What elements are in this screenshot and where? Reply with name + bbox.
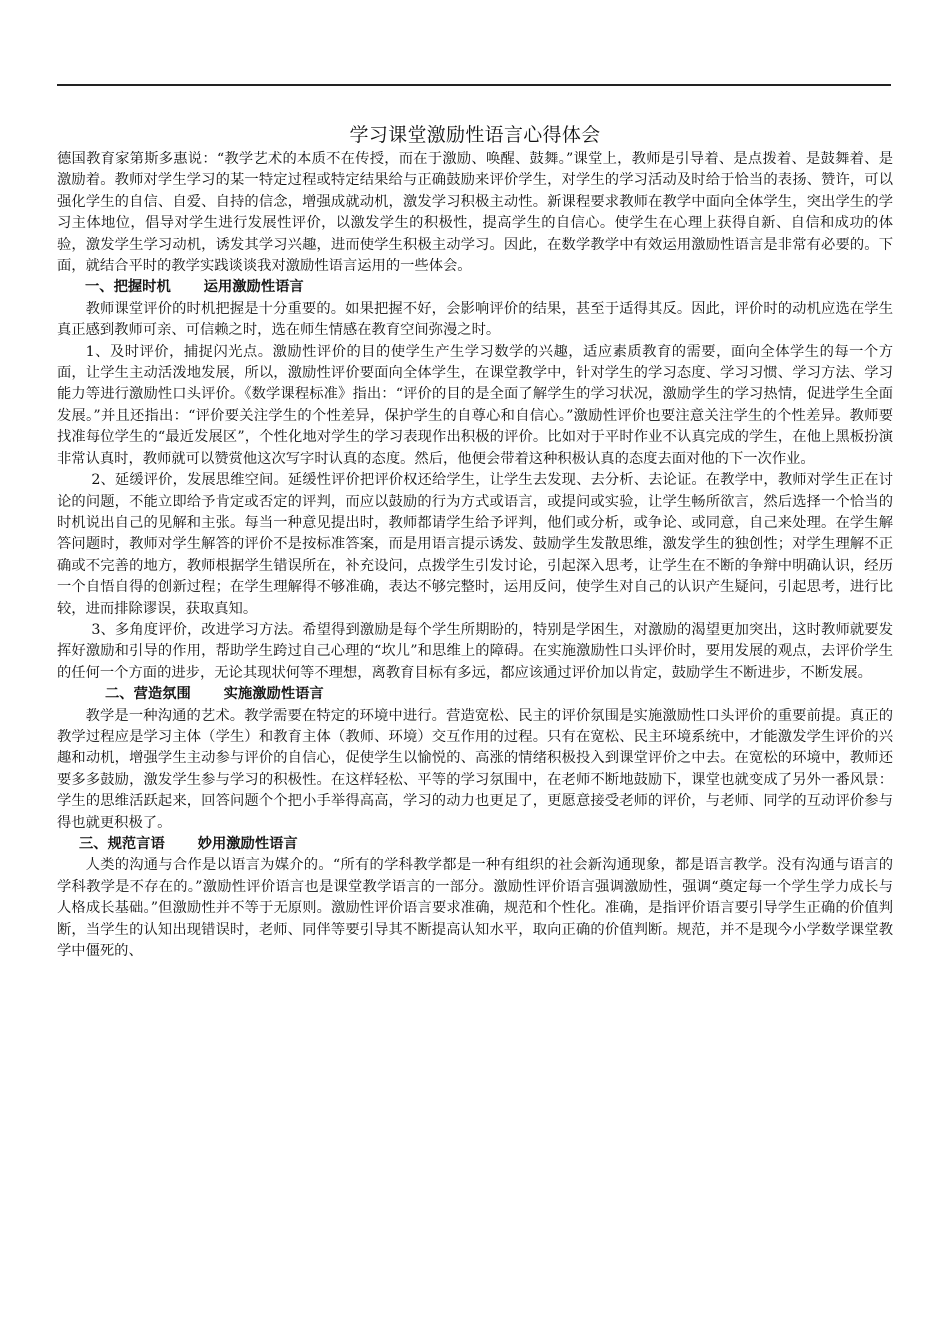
document-title: 学习课堂激励性语言心得体会	[349, 124, 601, 146]
section-heading-1	[57, 277, 893, 298]
document-page	[57, 0, 893, 1344]
intro-paragraph: 德国教育家第斯多惠说：“教学艺术的本质不在传授，而在于激励、唤醒、鼓舞。”课堂上，教师是引导着、是点拨着、是鼓舞着、是激励着。教师对学生学习的某一特定过程或特定结果给与正确鼓励来评价学生，对学生的学习活动及时给于恰当的表扬、赞许，可以强化学生的自信、自爱、自持的信念，增强成就动机，激发学习积极主动性。新课程要求教师在教学中面向全体学生，突出学生的学习主体地位，倡导对学生进行发展性评价，以激发学生的积极性，提高学生的自信心。使学生在心理上获得自新、自信和成功的体验，激发学生学习动机，诱发其学习兴趣，进而使学生积极主动学习。因此，在数学教学中有效运用激励性语言是非常有必要的。下面，就结合平时的教学实践谈谈我对激励性语言运用的一些体会。	[57, 151, 893, 275]
section-2-paragraph-1: 教学是一种沟通的艺术。教学需要在特定的环境中进行。营造宽松、民主的评价氛围是实施激励性口头评价的重要前提。真正的教学过程应是学习主体（学生）和教育主体（教师、环境）交互作用的过程。只有在宽松、民主环境系统中，才能激发学生评价的兴趣和动机，增强学生主动参与评价的自信心，促使学生以愉悦的、高涨的情绪积极投入到课堂评价之中去。在宽松的环境中，教师还要多多鼓励，激发学生参与学习的积极性。在这样轻松、平等的学习氛围中，在老师不断地鼓励下，课堂也就变成了另外一番风景：学生的思维活跃起来，回答问题个个把小手举得高高，学习的动力也更足了，更愿意接受老师的评价，与老师、同学的互动评价参与得也就更积极了。	[57, 707, 893, 831]
section-1-heading-a: 一、把握时机	[85, 279, 171, 296]
section-heading-2	[57, 684, 893, 705]
section-2-heading-b: 实施激励性语言	[223, 686, 324, 703]
section-3-paragraph-1: 人类的沟通与合作是以语言为媒介的。“所有的学科教学都是一种有组织的社会新沟通现象，都是语言教学。没有沟通与语言的学科教学是不存在的。”激励性评价语言也是课堂教学语言的一部分。激励性评价语言强调激励性，强调“奠定每一个学生学力成长与人格成长基础。”但激励性并不等于无原则。激励性评价语言要求准确，规范和个性化。准确，是指评价语言要引导学生正确的价值判断，当学生的认知出现错误时，老师、同伴等要引导其不断提高认知水平，取向正确的价值判断。规范，并不是现今小学数学课堂教学中僵死的、	[57, 857, 893, 960]
section-1-paragraph-2: 1、及时评价，捕捉闪光点。激励性评价的目的使学生产生学习数学的兴趣，适应素质教育的需要，面向全体学生的每一个方面，让学生主动活泼地发展，所以，激励性评价要面向全体学生，在课堂教学中，针对学生的学习态度、学习习惯、学习方法、学习能力等进行激励性口头评价。《数学课程标准》指出：“评价的目的是全面了解学生的学习状况，激励学生的学习热情，促进学生全面发展。”并且还指出：“评价要关注学生的个性差异，保护学生的自尊心和自信心。”激励性评价也要注意关注学生的个性差异。教师要找准每位学生的“最近发展区”，个性化地对学生的学习表现作出积极的评价。比如对于平时作业不认真完成的学生，在他上黑板扮演非常认真时，教师就可以赞赏他这次写字时认真的态度。然后，他便会带着这种积极认真的态度去面对他的下一次作业。	[57, 343, 893, 467]
section-1-paragraph-1: 教师课堂评价的时机把握是十分重要的。如果把握不好，会影响评价的结果，甚至于适得其反。因此，评价时的动机应选在学生真正感到教师可亲、可信赖之时，选在师生情感在教育空间弥漫之时。	[57, 300, 893, 339]
section-1-paragraph-3: 2、延缓评价，发展思维空间。延缓性评价把评价权还给学生，让学生去发现、去分析、去论证。在教学中，教师对学生正在讨论的问题，不能立即给予肯定或否定的评判，而应以鼓励的行为方式或语言，或提问或实验，让学生畅所欲言，然后选择一个恰当的时机说出自己的见解和主张。每当一种意见提出时，教师都请学生给予评判，他们或分析，或争论、或同意，自己来处理。在学生解答问题时，教师对学生解答的评价不是按标准答案，而是用语言提示诱发、鼓励学生发散思维，激发学生的独创性；对学生理解不正确或不完善的地方，教师根据学生错误所在，补充设问，点拨学生引发讨论，引起深入思考，让学生在不断的争辩中明确认识，经历一个自悟自得的创新过程；在学生理解得不够准确，表达不够完整时，运用反问，使学生对自己的认识产生疑问，引起思考，进行比较，进而排除谬误，获取真知。	[57, 472, 893, 617]
section-1-heading-b: 运用激励性语言	[203, 279, 304, 296]
section-3-heading-a: 三、规范言语	[79, 836, 165, 852]
document-body	[57, 149, 893, 962]
section-2-heading-a: 二、营造氛围	[105, 686, 191, 703]
section-3-heading-b: 妙用激励性语言	[197, 836, 298, 852]
header-rule	[57, 84, 891, 86]
section-heading-3	[57, 834, 893, 855]
section-1-paragraph-4: 3、多角度评价，改进学习方法。希望得到激励是每个学生所期盼的，特别是学困生，对激励的渴望更加突出，这时教师就要发挥好激励和引导的作用，帮助学生跨过自己心理的“坎儿”和思维上的障碍。在实施激励性口头评价时，要用发展的观点，去评价学生的任何一个方面的进步，无论其现状何等不理想，离教育目标有多远，都应该通过评价加以肯定，鼓励学生不断进步，不断发展。	[57, 621, 893, 681]
